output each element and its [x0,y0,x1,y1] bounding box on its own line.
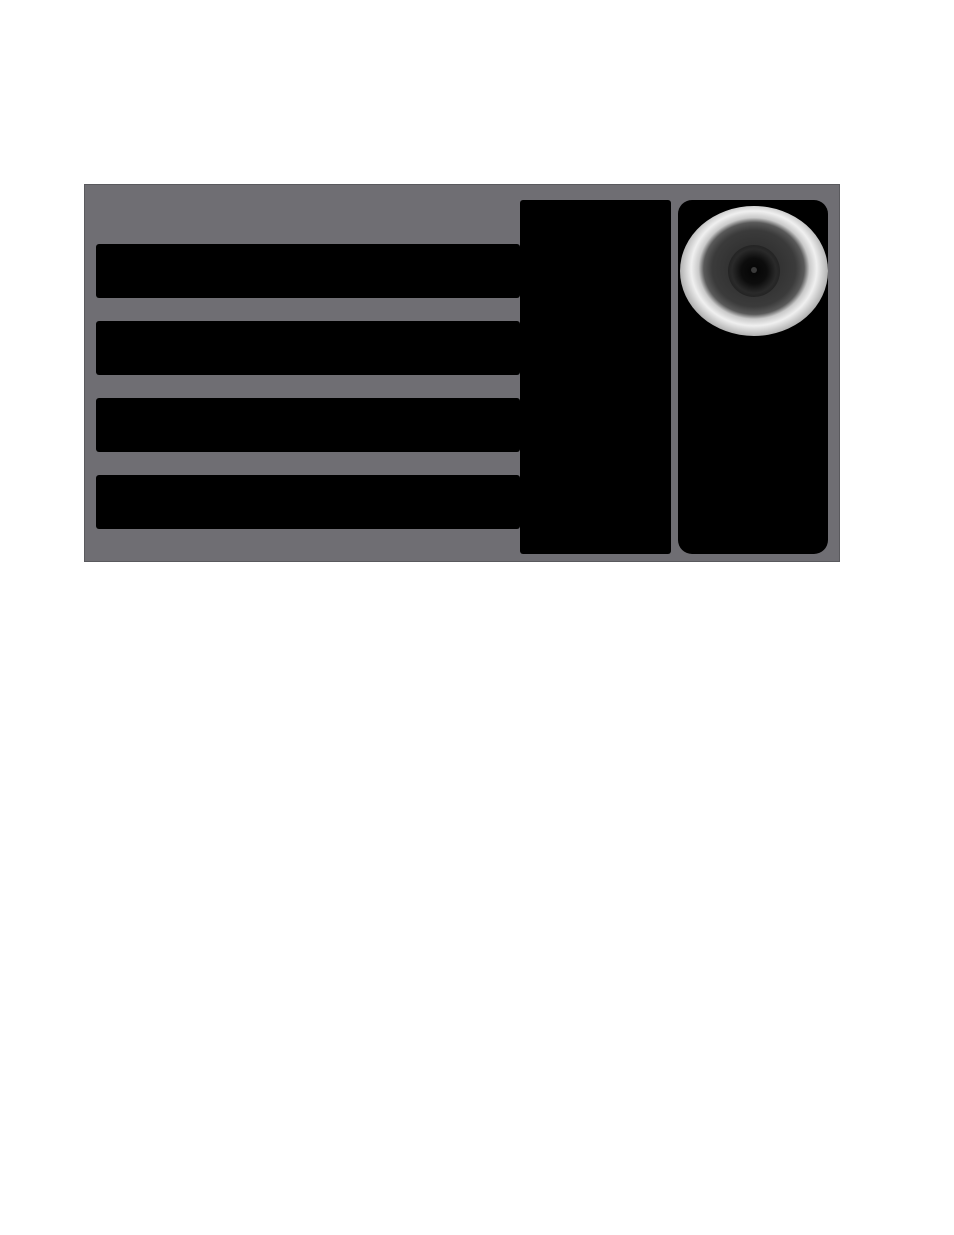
label-strip [96,244,520,298]
joystick-pin [751,267,757,273]
joystick[interactable] [680,206,828,336]
label-strip [96,398,520,452]
label-strip [96,321,520,375]
control-panel [84,184,840,562]
digipot-panel [520,200,671,554]
label-strip [96,475,520,529]
